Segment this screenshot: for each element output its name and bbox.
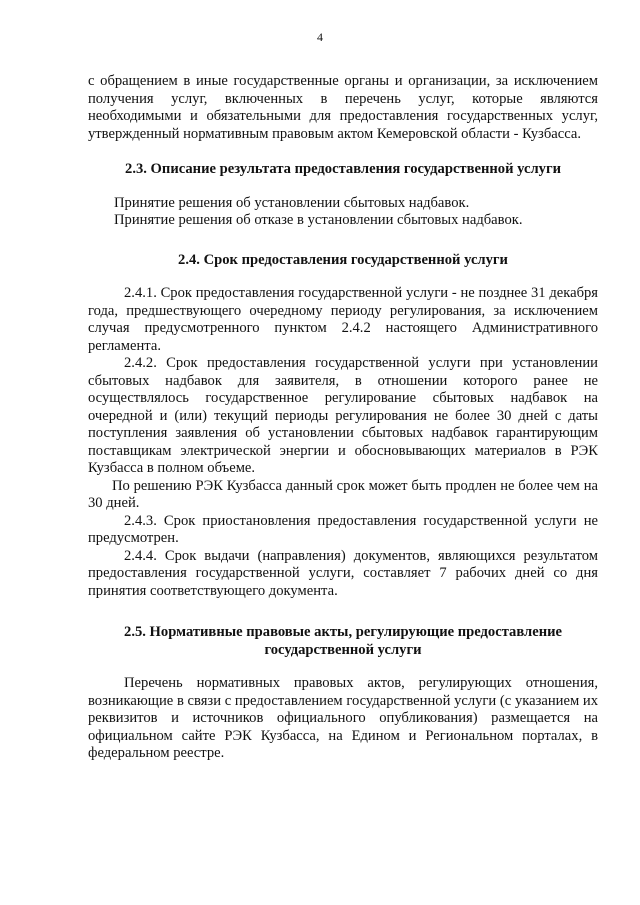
result-item-establish: Принятие решения об установлении сбытовых надбавок. — [114, 194, 470, 211]
paragraph-extension: По решению РЭК Кузбасса данный срок может быть продлен не более чем на 30 дней. — [88, 477, 598, 511]
section-2-5-heading-line2: государственной услуги — [264, 641, 422, 658]
paragraph-2-4-1: 2.4.1. Срок предоставления государственной услуги - не позднее 31 декабря года, предшествующего очередному периоду регулирования, за исключением случая предусмотренного пунктом 2.4.2 настоящего Административного регламента. — [88, 285, 598, 354]
paragraph-2-4-2: 2.4.2. Срок предоставления государственной услуги при установлении сбытовых надбавок для заявителя, в отношении которого ранее не осуществлялось государственное регулирование сбытовых надбавок на очередной и (или) текущий периоды регулирования не более 30 дней с даты поступления заявления об установлении сбытовых надбавок гарантирующим поставщикам электрической энергии и обосновывающих материалов в РЭК Кузбасса в полном объеме. — [88, 355, 598, 476]
paragraph-2-4-4: 2.4.4. Срок выдачи (направления) документов, являющихся результатом предоставления государственной услуги, составляет 7 рабочих дней со дня принятия соответствующего документа. — [88, 547, 598, 599]
result-item-refuse: Принятие решения об отказе в установлении сбытовых надбавок. — [114, 212, 523, 228]
paragraph-2-5: Перечень нормативных правовых актов, регулирующих отношения, возникающие в связи с предоставлением государственной услуги (с указанием их реквизитов и источников официального опубликования) размещается на официальном сайте РЭК Кузбасса, на Едином и Региональном порталах, в федеральном реестре. — [88, 675, 598, 761]
section-2-4-heading: 2.4. Срок предоставления государственной услуги — [178, 251, 508, 268]
paragraph-2-4-3: 2.4.3. Срок приостановления предоставления государственной услуги не предусмотрен. — [88, 512, 598, 546]
section-2-5-heading-line1: 2.5. Нормативные правовые акты, регулирующие предоставление — [124, 624, 562, 640]
section-2-3-heading: 2.3. Описание результата предоставления государственной услуги — [125, 161, 561, 177]
intro-paragraph: с обращением в иные государственные органы и организации, за исключением получения услуг, включенных в перечень услуг, которые являются необходимыми и обязательными для предоставления государственных услуг, утвержденный нормативным правовым актом Кемеровской области - Кузбасса. — [88, 73, 598, 142]
page-number: 4 — [317, 30, 323, 44]
document-body — [88, 73, 598, 763]
section-2-5-heading — [88, 624, 598, 659]
